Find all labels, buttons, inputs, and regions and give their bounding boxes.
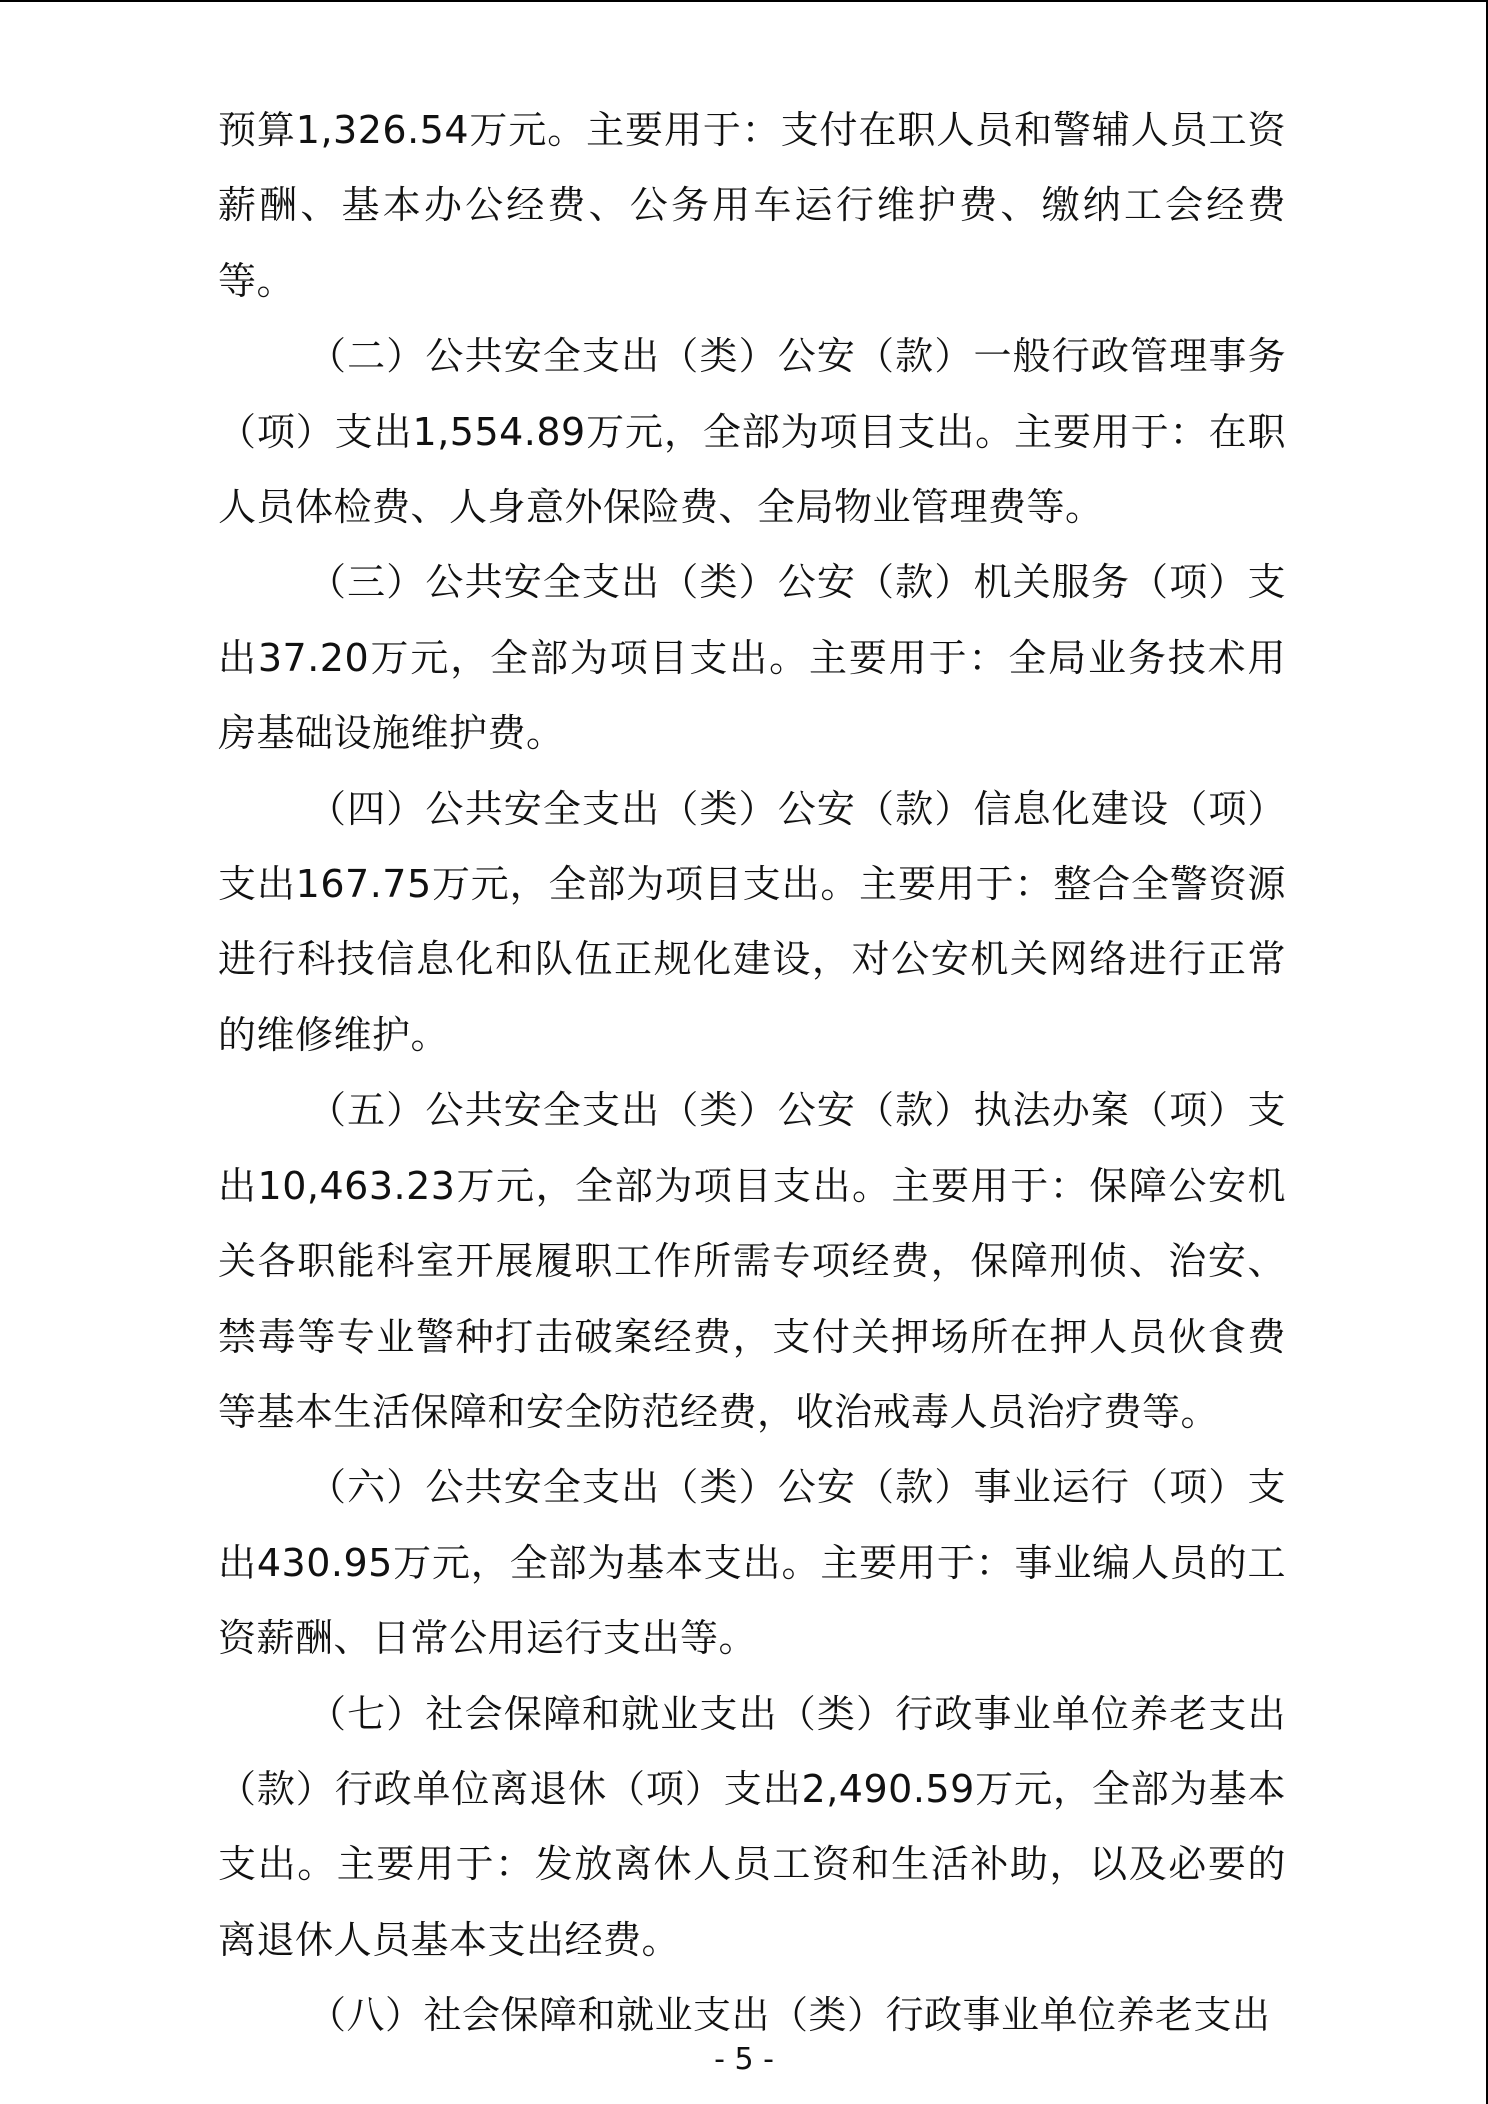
paragraph-continuation: 预算1,326.54万元。主要用于：支付在职人员和警辅人员工资薪酬、基本办公经费、公务用车运行维护费、缴纳工会经费等。	[218, 108, 1286, 303]
paragraph-item-4: （四）公共安全支出（类）公安（款）信息化建设（项）支出167.75万元，全部为项目支出。主要用于：整合全警资源进行科技信息化和队伍正规化建设，对公安机关网络进行正常的维修维护。	[218, 786, 1286, 1057]
paragraph-item-3: （三）公共安全支出（类）公安（款）机关服务（项）支出37.20万元，全部为项目支出。主要用于：全局业务技术用房基础设施维护费。	[218, 560, 1286, 756]
document-body	[218, 93, 1286, 2054]
paragraph-item-6: （六）公共安全支出（类）公安（款）事业运行（项）支出430.95万元，全部为基本支出。主要用于：事业编人员的工资薪酬、日常公用运行支出等。	[218, 1465, 1286, 1661]
page-number: - 5 -	[714, 2042, 774, 2077]
paragraph-item-2: （二）公共安全支出（类）公安（款）一般行政管理事务（项）支出1,554.89万元，全部为项目支出。主要用于：在职人员体检费、人身意外保险费、全局物业管理费等。	[218, 334, 1286, 530]
paragraph-item-5: （五）公共安全支出（类）公安（款）执法办案（项）支出10,463.23万元，全部为项目支出。主要用于：保障公安机关各职能科室开展履职工作所需专项经费，保障刑侦、治安、禁毒等专业警种打击破案经费，支付关押场所在押人员伙食费等基本生活保障和安全防范经费，收治戒毒人员治疗费等。	[218, 1088, 1286, 1434]
page-border-top	[0, 0, 1488, 2]
paragraph-item-7: （七）社会保障和就业支出（类）行政事业单位养老支出（款）行政单位离退休（项）支出2,490.59万元，全部为基本支出。主要用于：发放离休人员工资和生活补助，以及必要的离退休人员基本支出经费。	[218, 1691, 1286, 1962]
paragraph-item-8: （八）社会保障和就业支出（类）行政事业单位养老支出	[308, 1993, 1271, 2038]
